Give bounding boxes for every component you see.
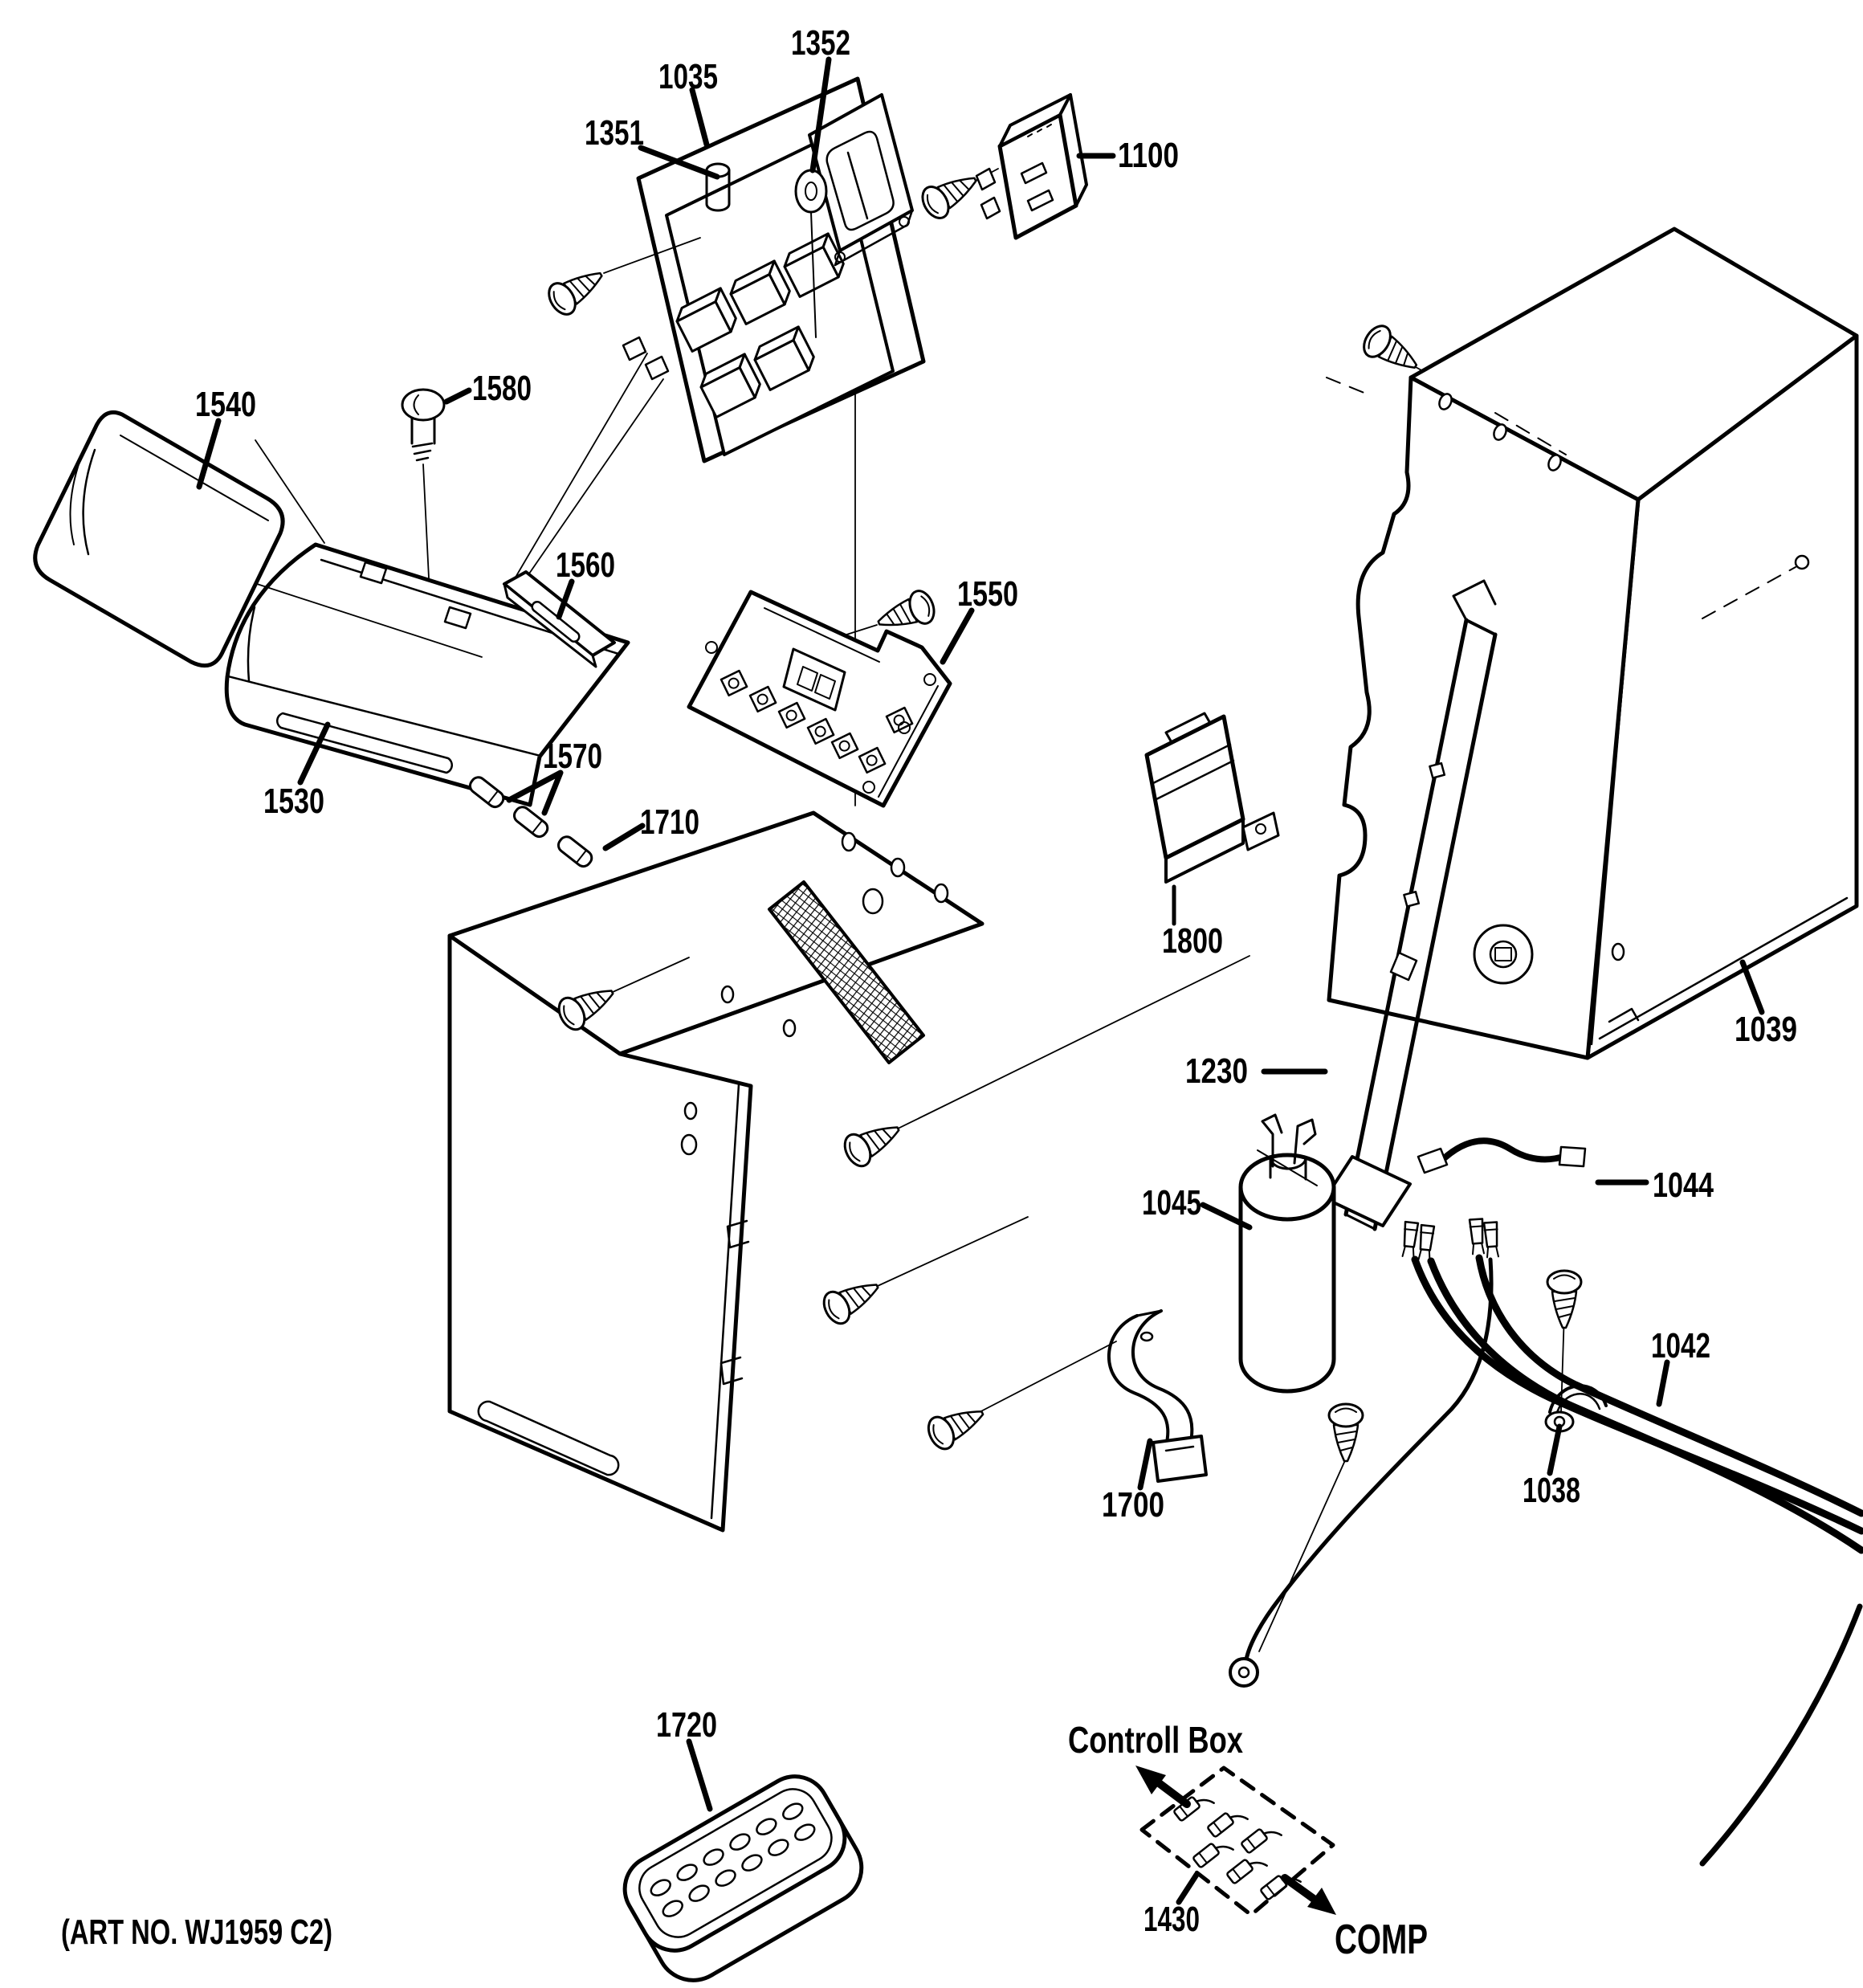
- part-label-1035: 1035: [658, 57, 718, 96]
- part-label-1550: 1550: [957, 574, 1018, 614]
- part-label-1044: 1044: [1653, 1165, 1714, 1205]
- comp-annotation: COMP: [1335, 1917, 1428, 1963]
- part-label-1042: 1042: [1651, 1326, 1710, 1365]
- control-box-annotation: Controll Box: [1068, 1719, 1244, 1761]
- part-label-1570: 1570: [543, 737, 602, 776]
- part-label-1540: 1540: [195, 385, 256, 424]
- part-label-1430: 1430: [1143, 1900, 1200, 1939]
- part-label-1351: 1351: [585, 113, 644, 153]
- art-number-note: (ART NO. WJ1959 C2): [61, 1912, 332, 1952]
- part-label-1100: 1100: [1118, 136, 1179, 175]
- part-label-1352: 1352: [791, 23, 850, 63]
- part-label-1710: 1710: [640, 802, 699, 842]
- part-label-1039: 1039: [1735, 1010, 1797, 1049]
- part-label-1560: 1560: [556, 545, 615, 585]
- enclosure-1039: [1327, 229, 1857, 1058]
- part-label-1580: 1580: [472, 369, 532, 408]
- part-label-1038: 1038: [1523, 1471, 1580, 1510]
- part-label-1530: 1530: [263, 782, 324, 821]
- part-label-1045: 1045: [1142, 1183, 1201, 1223]
- part-label-1800: 1800: [1162, 921, 1223, 961]
- part-label-1700: 1700: [1102, 1485, 1164, 1525]
- part-label-1720: 1720: [656, 1705, 717, 1745]
- part-label-1230: 1230: [1185, 1051, 1248, 1091]
